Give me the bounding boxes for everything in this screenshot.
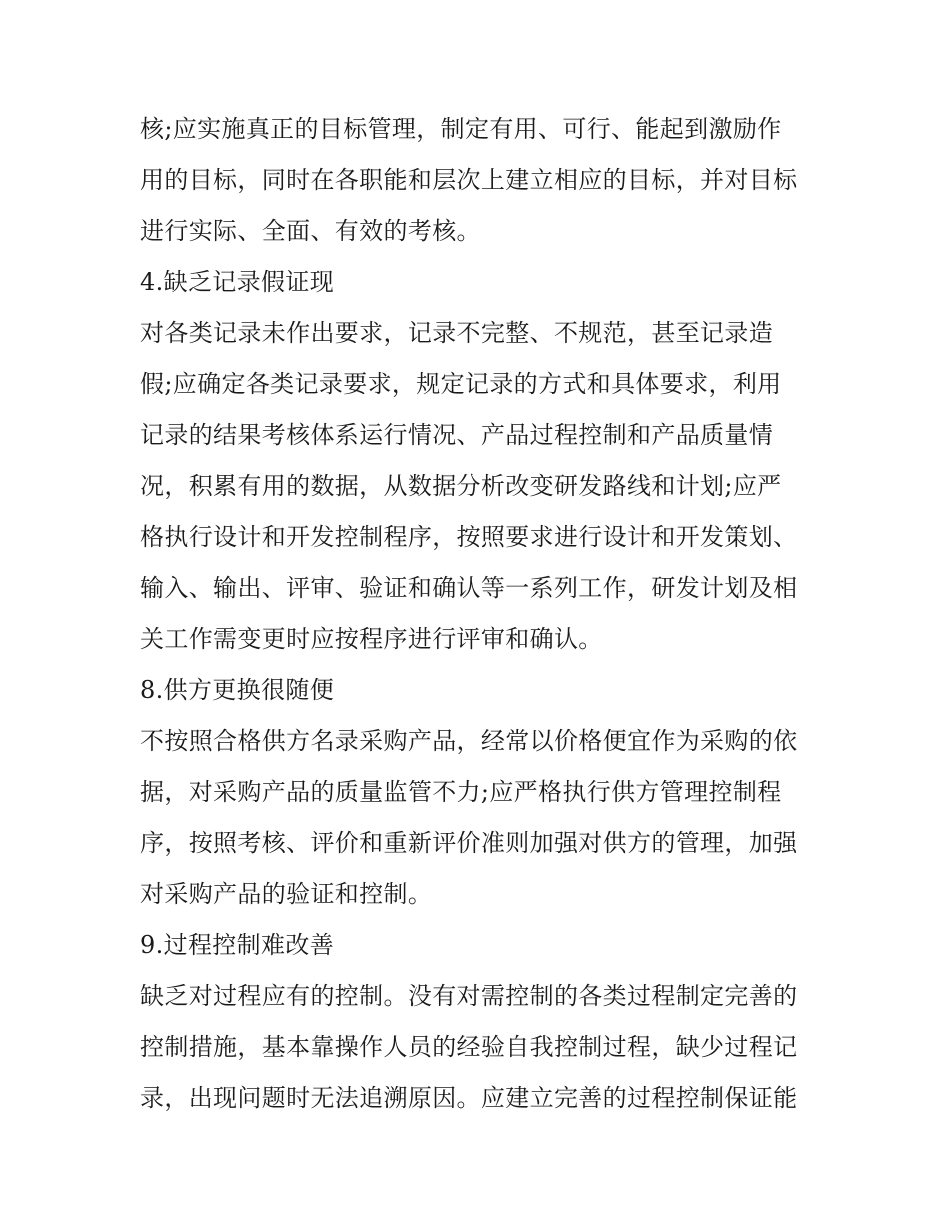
document-page bbox=[140, 104, 820, 1124]
paragraph-line: 记录的结果考核体系运行情况、产品过程控制和产品质量情 bbox=[140, 421, 774, 449]
paragraph-line: 假;应确定各类记录要求，规定记录的方式和具体要求，利用 bbox=[140, 370, 782, 398]
paragraph-line: 进行实际、全面、有效的考核。 bbox=[140, 217, 481, 245]
paragraph-line: 据，对采购产品的质量监管不力;应严格执行供方管理控制程 bbox=[140, 778, 782, 806]
paragraph-line: 格执行设计和开发控制程序，按照要求进行设计和开发策划、 bbox=[140, 523, 798, 551]
paragraph-line: 控制措施，基本靠操作人员的经验自我控制过程，缺少过程记 bbox=[140, 1033, 798, 1061]
paragraph-line: 输入、输出、评审、验证和确认等一系列工作，研发计划及相 bbox=[140, 574, 798, 602]
paragraph-line: 核;应实施真正的目标管理，制定有用、可行、能起到激励作 bbox=[140, 115, 782, 143]
paragraph-line: 录，出现问题时无法追溯原因。应建立完善的过程控制保证能 bbox=[140, 1084, 798, 1112]
paragraph-line: 对各类记录未作出要求，记录不完整、不规范，甚至记录造 bbox=[140, 319, 774, 347]
paragraph-line: 对采购产品的验证和控制。 bbox=[140, 880, 433, 908]
section-heading: 4.缺乏记录假证现 bbox=[140, 268, 335, 296]
paragraph-line: 不按照合格供方名录采购产品，经常以价格便宜作为采购的依 bbox=[140, 727, 798, 755]
paragraph-line: 关工作需变更时应按程序进行评审和确认。 bbox=[140, 625, 603, 653]
paragraph-line: 序，按照考核、评价和重新评价准则加强对供方的管理，加强 bbox=[140, 829, 798, 857]
paragraph-line: 况，积累有用的数据，从数据分析改变研发路线和计划;应严 bbox=[140, 472, 782, 500]
paragraph-line: 用的目标，同时在各职能和层次上建立相应的目标，并对目标 bbox=[140, 166, 798, 194]
section-heading: 9.过程控制难改善 bbox=[140, 931, 335, 959]
paragraph-line: 缺乏对过程应有的控制。没有对需控制的各类过程制定完善的 bbox=[140, 982, 798, 1010]
section-heading: 8.供方更换很随便 bbox=[140, 676, 335, 704]
